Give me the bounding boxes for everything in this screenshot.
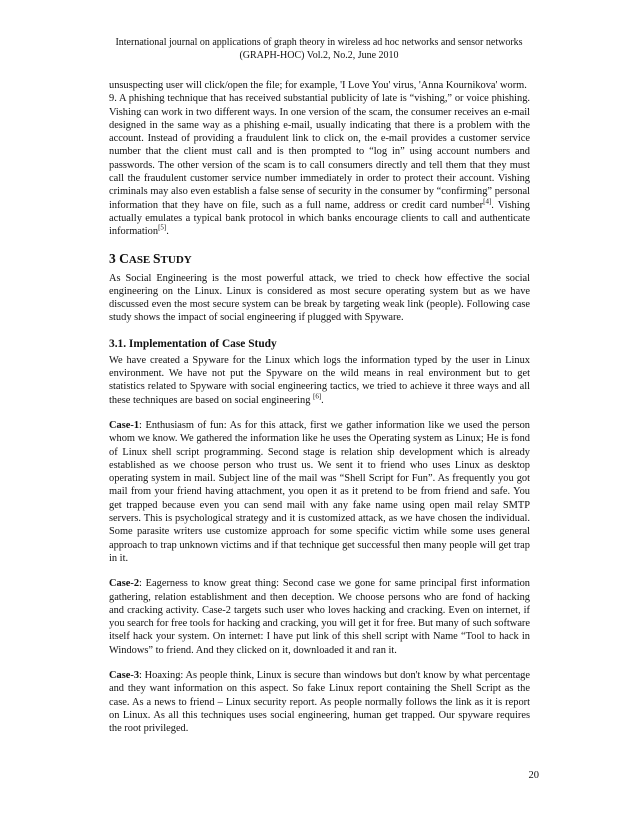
section-3-title-r2: TUDY — [160, 253, 192, 266]
case-2-label: Case-2 — [109, 578, 140, 590]
section-3-paragraph: As Social Engineering is the most powerful attack, we tried to check how effective the social engineering on the Linux. Linux is considered as most secure operating system but as we have discussed even the most secure system can be break by targeting weak link (people). Following case study shows the impact of social engineering if plugged with Spyware. — [109, 272, 530, 324]
section-3-heading — [109, 251, 530, 268]
vishing-text-b: . Vishing actually emulates a typical bank protocol in which banks encourage clients to call and authenticate information — [109, 199, 531, 238]
page-number: 20 — [528, 770, 539, 781]
paragraph-worm: unsuspecting user will click/open the file; for example, 'I Love You' virus, 'Anna Kournikova' worm. — [109, 80, 527, 91]
citation-4: [4] — [483, 197, 492, 206]
citation-5: [5] — [158, 223, 167, 232]
section-3-title-r1: ASE — [128, 253, 154, 266]
section-3-1-end: . — [321, 394, 324, 406]
section-3-title-c1: C — [119, 250, 129, 266]
case-1-paragraph — [109, 419, 530, 565]
header-journal-line: International journal on applications of graph theory in wireless ad hoc networks and sensor networks — [115, 37, 523, 48]
paragraph-vishing — [109, 92, 530, 238]
case-1-text: : Enthusiasm of fun: As for this attack, first we gather information like we used the person whom we know. We gathered the information like he uses the Operating system as Linux; He is fond of Linux shell script programming. Second stage is relation ship development which is already established as we choose person who trust us. We sent it to friend who uses Linux as desktop operating system in mail. Subject line of the mail was “Shell Script for Fun”. As frequently you got mail from your friend having attachment, you open it as it pretend to be from friend and safe. You get trapped because even you can send mail with any fake name using open mail relay SMTP servers. This is psychological strategy and it is customized attack, as we have chosen the individual. Some parasite writers use customize approach for some specific victim while some uses general approach to trap unknown victims and if that technique get successful then many people will get trap in it. — [109, 419, 530, 564]
case-1-label: Case-1 — [109, 419, 140, 431]
running-header — [100, 36, 538, 62]
case-3-label: Case-3 — [109, 669, 140, 681]
case-2-paragraph — [109, 577, 530, 657]
header-volume-line: (GRAPH-HOC) Vol.2, No.2, June 2010 — [239, 50, 399, 61]
vishing-text-c: . — [166, 226, 169, 238]
citation-6: [6] — [312, 392, 322, 401]
section-3-1-paragraph — [109, 354, 530, 407]
section-3-number: 3 — [109, 250, 116, 266]
case-3-text: : Hoaxing: As people think, Linux is secure than windows but don't know by what percentage and they want information on this aspect. So fake Linux report containing the Shell Script as the case. As a news to friend – Linux security report. As people normally follows the link as it is report on Linux. As all this techniques uses social engineering, human get trapped. Our spyware requires the root privileged. — [109, 669, 530, 735]
body-text — [109, 79, 530, 735]
case-2-text: : Eagerness to know great thing: Second case we gone for same principal first information gathering, relation establishment and then deception. We choose persons who are fond of hacking and cracking activity. Case-2 targets such user who loves hacking and cracking. Even on internet, if you search for free tools for hacking and cracking, you will get it for free. But many of such software itself hack your system. On internet: I have put link of this shell script with Name “Tool to hack in Windows” to friend. And they clicked on it, downloaded it and ran it. — [109, 578, 530, 656]
case-3-paragraph — [109, 669, 530, 735]
section-3-title-c2: S — [153, 250, 161, 266]
vishing-text-a: 9. A phishing technique that has received substantial publicity of late is “vishing,” or voice phishing. Vishing can work in two different ways. In one version of the scam, the consumer receives an e-mail designed in the same way as a phishing e-mail, usually indicating that there is a problem with the account. Instead of providing a fraudulent link to click on, the e-mail provides a customer service number that the client must call and is then prompted to “log in” using account numbers and passwords. The other version of the scam is to call consumers directly and tell them that they must call the fraudulent customer service number immediately in order to protect their account. Vishing criminals may also even establish a false sense of security in the consumer by “confirming” personal information that they have on file, such as a full name, address or credit card number — [109, 93, 530, 211]
section-3-1-text: We have created a Spyware for the Linux which logs the information typed by the user in Linux environment. We have not put the Spyware on the wild means in real environment but to get statistics related to Spyware with social engineering tactics, we tried to achieve it three ways and all these techniques are based on social engineering — [109, 354, 530, 406]
section-3-1-heading: 3.1. Implementation of Case Study — [109, 337, 277, 350]
